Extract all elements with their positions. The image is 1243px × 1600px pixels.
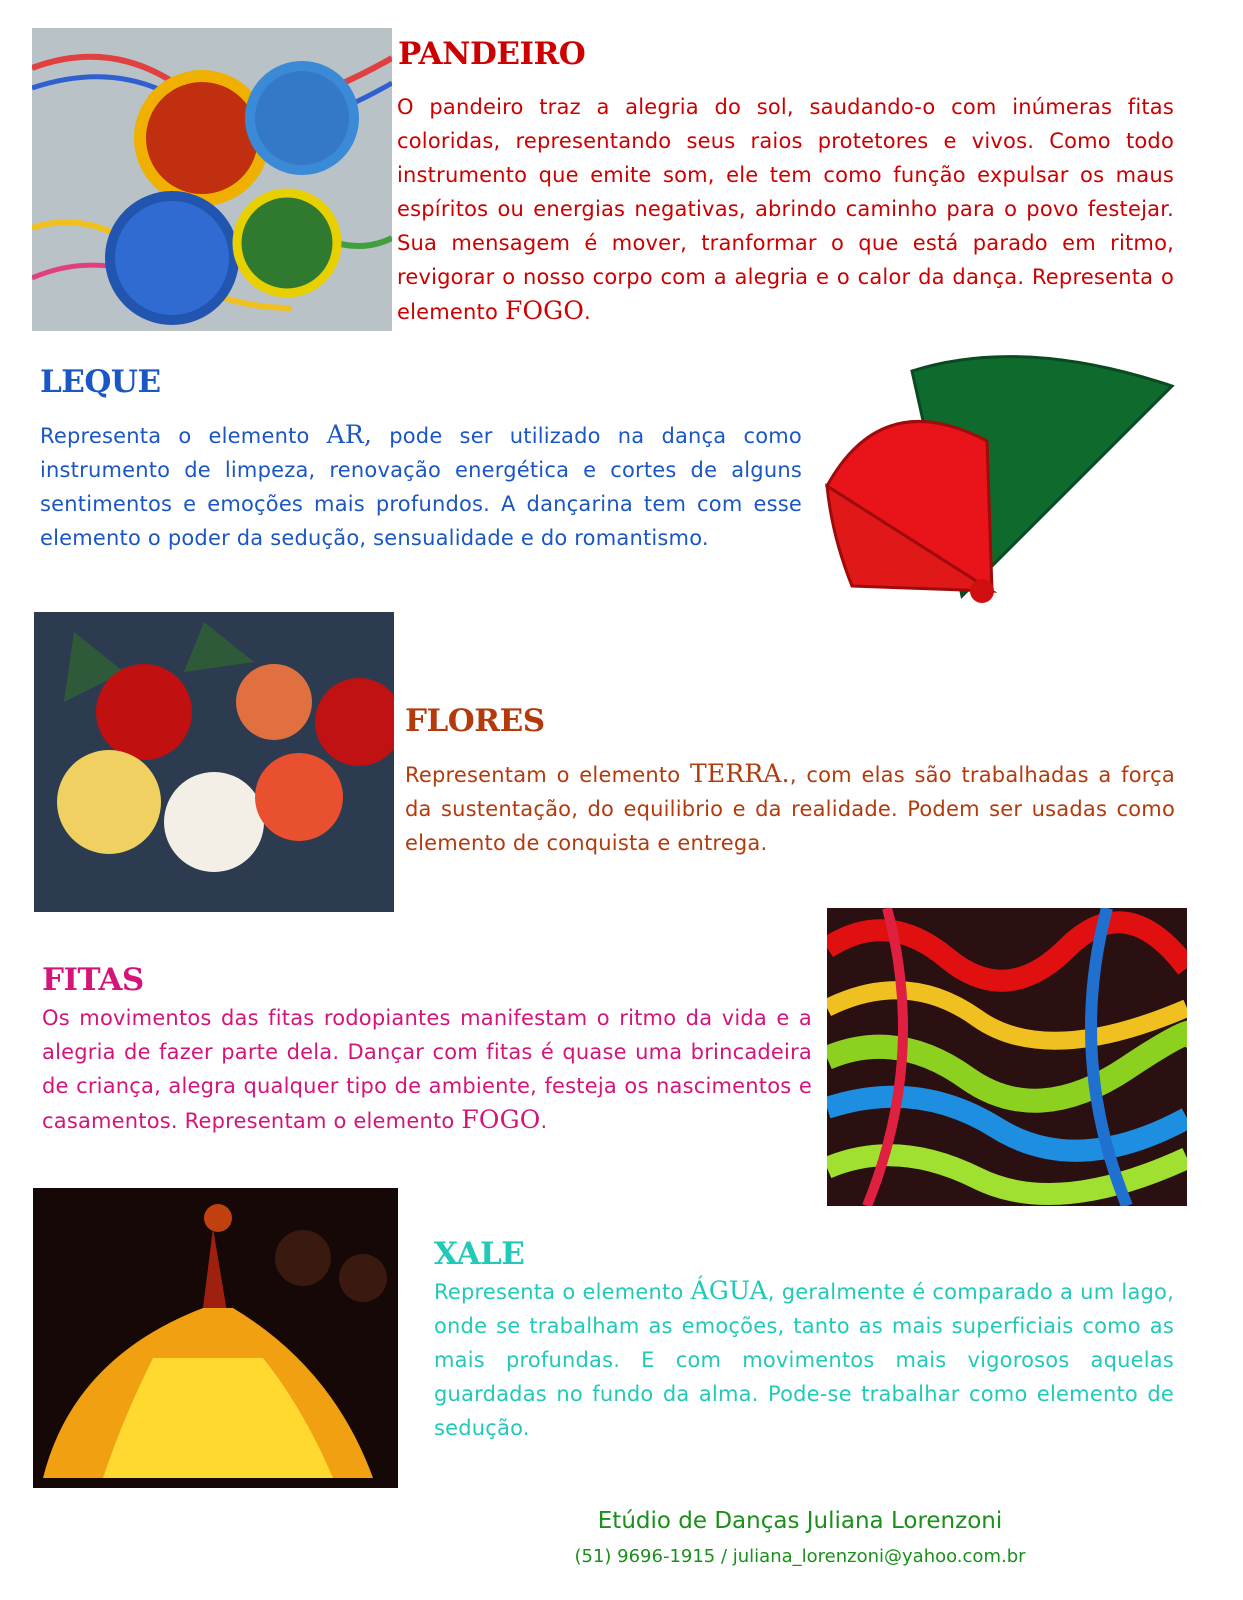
pandeiro-photo [32, 28, 392, 331]
pandeiro-element: FOGO [504, 296, 585, 325]
fitas-photo [827, 908, 1187, 1206]
xale-title: XALE [434, 1236, 525, 1272]
leque-photo [822, 346, 1182, 636]
leque-element: AR, [326, 420, 373, 449]
flores-title: FLORES [405, 703, 545, 739]
xale-body: , geralmente é comparado a um lago, onde se trabalham as emoções, tanto as mais superficiais como as mais profundas. E com movimentos mais vigorosos aquelas guardadas no fundo da alma. Pode-se trabalhar como elemento de sedução. [434, 1280, 1174, 1440]
shawl-dancer-image [33, 1188, 398, 1488]
studio-name: Etúdio de Danças Juliana Lorenzoni [597, 1508, 1003, 1534]
leque-text [40, 418, 802, 555]
fitas-title: FITAS [42, 962, 144, 998]
fans-image [822, 346, 1182, 636]
leque-title: LEQUE [40, 364, 161, 400]
pandeiro-title: PANDEIRO [398, 36, 586, 72]
xale-text [434, 1274, 1174, 1445]
flores-body: , com elas são trabalhadas a força da sustentação, do equilibrio e da realidade. Podem ser usadas como elemento de conquista e entrega. [405, 763, 1175, 855]
pandeiro-text [397, 90, 1174, 329]
xale-element: ÁGUA [690, 1276, 768, 1305]
roses-image [34, 612, 394, 912]
flores-text [405, 757, 1175, 860]
flores-photo [34, 612, 394, 912]
leque-prefix: Representa o elemento [40, 424, 310, 448]
leque-body: pode ser utilizado na dança como instrumento de limpeza, renovação energética e cortes de alguns sentimentos e emoções mais profundos. A dançarina tem com esse elemento o poder da sedução, sensualidade e do romantismo. [40, 424, 802, 550]
fitas-text [42, 1001, 812, 1138]
fitas-body: Os movimentos das fitas rodopiantes manifestam o ritmo da vida e a alegria de fazer parte dela. Dançar com fitas é quase uma brincadeira de criança, alegra qualquer tipo de ambiente, festeja os nascimentos e casamentos. Representam o elemento [42, 1006, 812, 1133]
studio-contact: (51) 9696-1915 / juliana_lorenzoni@yahoo.com.br [574, 1546, 1026, 1567]
pandeiro-body: O pandeiro traz a alegria do sol, saudando-o com inúmeras fitas coloridas, representando seus raios protetores e vivos. Como todo instrumento que emite som, ele tem como função expulsar os maus espíritos ou energias negativas, abrindo caminho para o povo festejar. Sua mensagem é mover, tranformar o que está parado em ritmo, revigorar o nosso corpo com a alegria e o calor da dança. Representa o elemento [397, 95, 1174, 324]
flores-prefix: Representam o elemento [405, 763, 681, 787]
pandeiro-suffix: . [584, 300, 591, 324]
ribbons-image [827, 908, 1187, 1206]
fitas-suffix: . [540, 1109, 548, 1133]
fitas-element: FOGO [461, 1105, 541, 1134]
flores-element: TERRA. [690, 759, 790, 788]
xale-prefix: Representa o elemento [434, 1280, 684, 1304]
tambourines-image [32, 28, 392, 331]
xale-photo [33, 1188, 398, 1488]
